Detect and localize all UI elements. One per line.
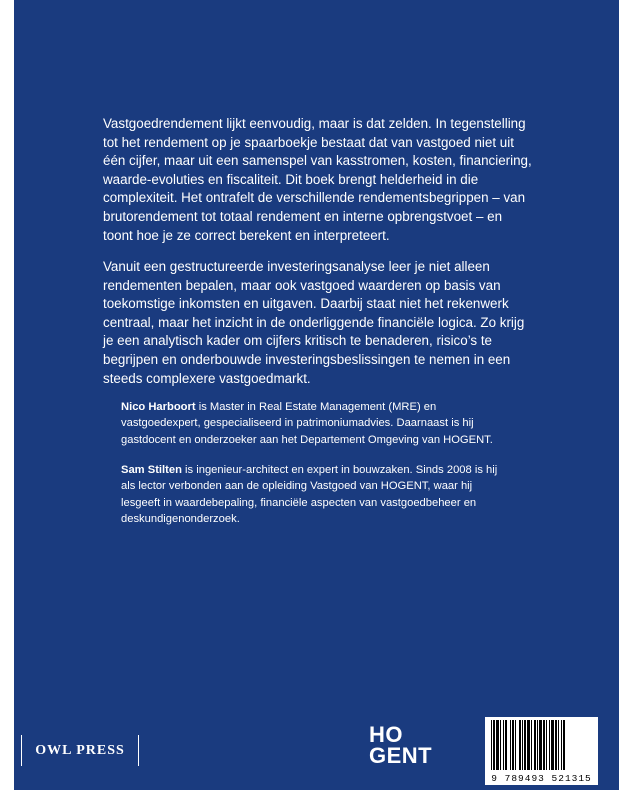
barcode-bar — [505, 720, 507, 770]
barcode-bar — [510, 720, 511, 770]
barcode-bar — [500, 720, 501, 770]
author-bio-1 — [121, 399, 501, 448]
barcode-bar — [522, 720, 523, 770]
blue-panel — [14, 0, 619, 790]
description-paragraph-2: Vanuit een gestructureerde investeringsanalyse leer je niet alleen rendementen bepalen, maar ook vastgoed waarderen op basis van toekomstige inkomsten en uitgaven. Daarbij staat niet het rekenwerk centraal, maar het inzicht in de onderliggende financiële logica. Zo krijg je een analytisch kader om cijfers kritisch te benaderen, risico’s te begrijpen en onderbouwde investeringsbeslissingen te nemen in een steeds complexere vastgoedmarkt. — [103, 259, 525, 386]
barcode-bar — [524, 720, 526, 770]
hogent-logo — [369, 724, 432, 766]
barcode-bar — [537, 720, 538, 770]
barcode-bar — [558, 720, 559, 770]
author-bio-text-2: is ingenieur-architect en expert in bouwzaken. Sinds 2008 is hij als lector verbonden aan de opleiding Vastgoed van HOGENT, waar hij lesgeeft in waardebepaling, financiële aspecten van vastgoedbeheer en deskundigenonderzoek. — [121, 464, 498, 525]
barcode-bar — [531, 720, 532, 770]
barcode-bar — [551, 720, 554, 770]
barcode-bar — [519, 720, 521, 770]
hogent-logo-line1: HO — [369, 722, 403, 747]
barcode-bar — [561, 720, 562, 770]
barcode-bars — [489, 720, 594, 770]
barcode-bar — [546, 720, 547, 770]
publisher-logo: OWL PRESS — [21, 735, 139, 766]
barcode-bar — [555, 720, 557, 770]
barcode-number: 9 789493 521315 — [491, 773, 592, 784]
author-name-2: Sam Stilten — [121, 464, 182, 476]
barcode-bar — [503, 720, 504, 770]
author-bio-text-1: is Master in Real Estate Management (MRE) en vastgoedexpert, gespecialiseerd in patrimoniumadvies. Daarnaast is hij gastdocent en onderzoeker aan het Departement Omgeving van HOGENT. — [121, 401, 493, 446]
barcode-bar — [496, 720, 499, 770]
author-bio-2 — [121, 462, 501, 527]
barcode-bar — [515, 720, 516, 770]
description-paragraph-1: Vastgoedrendement lijkt eenvoudig, maar is dat zelden. In tegenstelling tot het rendement op je spaarboekje bestaat dat van vastgoed niet uit één cijfer, maar uit een samenspel van kasstromen, kosten, financiering, waarde-evoluties en fiscaliteit. Dit boek brengt helderheid in die complexiteit. Het ontrafelt de verschillende rendementsbegrippen – van brutorendement tot totaal rendement en interne opbrengstvoet – en toont hoe je ze correct berekent en interpreteert. — [103, 116, 532, 243]
barcode-bar — [549, 720, 550, 770]
barcode-bar — [563, 720, 565, 770]
author-name-1: Nico Harboort — [121, 401, 196, 413]
hogent-logo-line2: GENT — [369, 743, 433, 768]
barcode-bar — [512, 720, 514, 770]
barcode-bar — [491, 720, 492, 770]
barcode-bar — [527, 720, 530, 770]
barcode-bar — [539, 720, 542, 770]
barcode — [485, 717, 598, 785]
barcode-bar — [543, 720, 545, 770]
barcode-bar — [493, 720, 495, 770]
barcode-bar — [534, 720, 536, 770]
